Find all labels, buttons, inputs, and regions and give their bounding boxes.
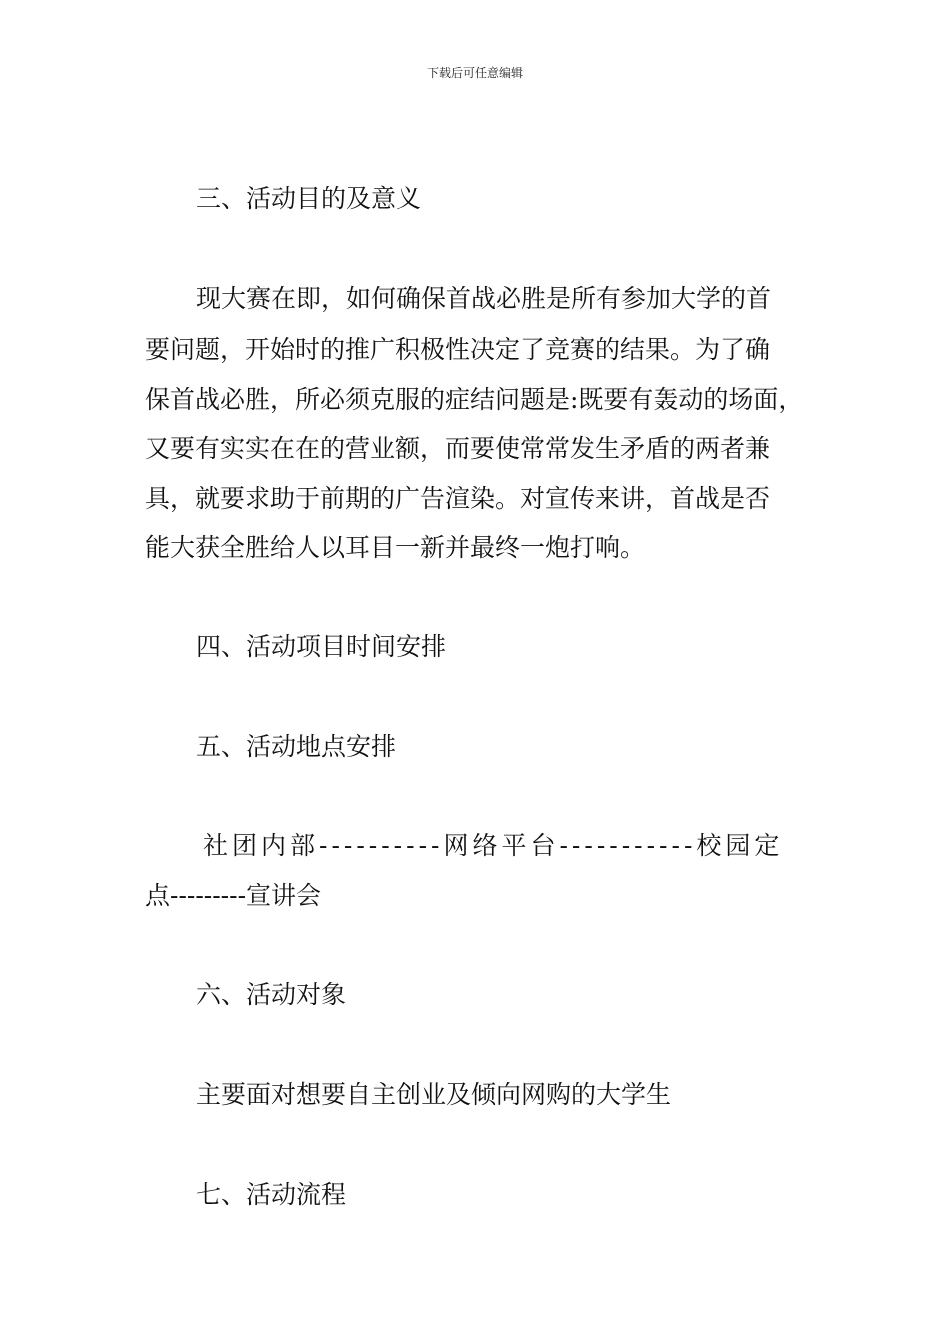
section-heading-audience: 六、活动对象: [196, 980, 347, 1009]
paragraph-line: 具，就要求助于前期的广告渲染。对宣传来讲，首战是否: [145, 484, 771, 513]
paragraph-line: 又要有实实在在的营业额，而要使常常发生矛盾的两者兼: [145, 434, 771, 463]
page-header-note: 下载后可任意编辑: [426, 66, 523, 80]
paragraph-line: 现大赛在即，如何确保首战必胜是所有参加大学的首: [196, 284, 772, 313]
paragraph-line: 能大获全胜给人以耳目一新并最终一炮打响。: [145, 533, 646, 562]
paragraph-line: 社团内部----------网络平台-----------校园定: [203, 831, 784, 860]
section-heading-purpose: 三、活动目的及意义: [196, 184, 422, 213]
audience-text: 主要面对想要自主创业及倾向网购的大学生: [196, 1080, 672, 1109]
section-heading-schedule: 四、活动项目时间安排: [196, 632, 447, 661]
section-heading-location: 五、活动地点安排: [196, 732, 397, 761]
section-heading-process: 七、活动流程: [196, 1180, 347, 1209]
paragraph-line: 保首战必胜，所必须克服的症结问题是:既要有轰动的场面，: [145, 385, 804, 414]
paragraph-line: 点---------宣讲会: [145, 881, 322, 910]
paragraph-line: 要问题，开始时的推广积极性决定了竞赛的结果。为了确: [145, 335, 771, 364]
